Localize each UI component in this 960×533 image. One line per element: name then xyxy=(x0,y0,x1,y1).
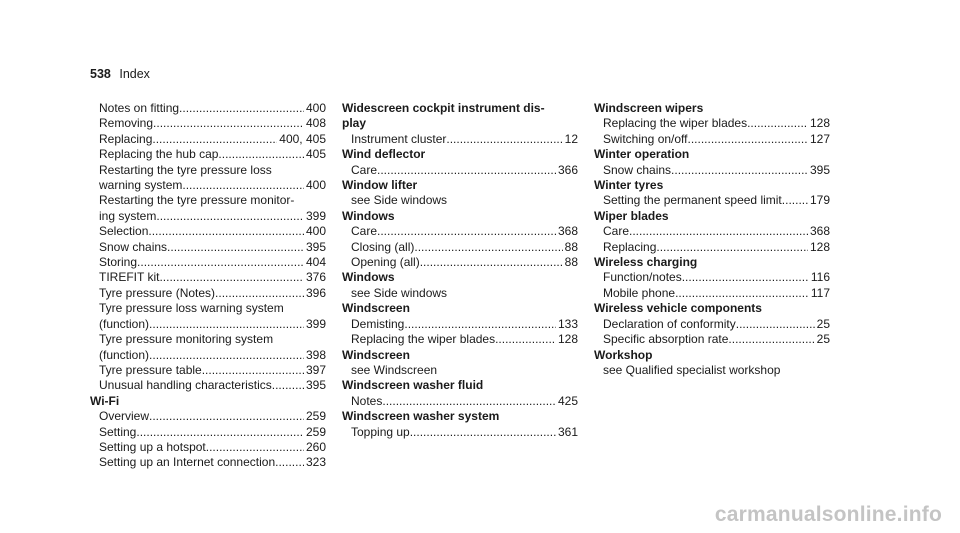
index-entry[interactable] xyxy=(342,332,578,347)
index-entry-row xyxy=(99,348,326,363)
index-heading: Widescreen cockpit instrument dis- xyxy=(342,101,545,115)
index-entry-row xyxy=(351,224,578,239)
index-entry[interactable] xyxy=(342,163,578,178)
index-heading: Windscreen xyxy=(342,347,410,362)
index-entry-row xyxy=(351,317,578,332)
dot-leader xyxy=(272,378,304,393)
dot-leader xyxy=(446,132,562,147)
index-entry-row xyxy=(603,163,830,178)
index-entry-label: Storing xyxy=(99,255,138,270)
index-entry-row xyxy=(351,132,578,147)
index-entry-row xyxy=(99,132,326,147)
index-entry[interactable] xyxy=(342,255,578,270)
index-page-ref[interactable]: 361 xyxy=(557,424,578,439)
dot-leader xyxy=(148,224,304,239)
index-see-reference: see Side windows xyxy=(351,285,448,300)
index-heading: Wi-Fi xyxy=(90,393,120,408)
index-entry-label: Notes on fitting xyxy=(99,101,180,115)
index-entry-row xyxy=(99,147,326,162)
index-heading: play xyxy=(342,116,367,131)
index-entry-label: Setting xyxy=(99,424,137,439)
index-entry[interactable] xyxy=(594,317,830,332)
index-entry-row xyxy=(99,209,326,224)
index-column-1 xyxy=(90,101,326,471)
index-entry-label: TIREFIT kit xyxy=(99,270,160,285)
index-entry-row xyxy=(99,240,326,255)
index-entry-label: Setting up a hotspot xyxy=(99,439,206,454)
index-page-ref[interactable]: 179 xyxy=(809,193,830,208)
index-column-3 xyxy=(594,101,830,378)
index-entry-row xyxy=(99,409,326,424)
index-entry[interactable] xyxy=(342,132,578,147)
index-page-ref[interactable]: 323 xyxy=(305,455,326,470)
dot-leader xyxy=(167,240,304,255)
index-entry[interactable] xyxy=(90,378,326,393)
index-entry[interactable] xyxy=(90,147,326,162)
index-column-2 xyxy=(342,101,578,440)
index-entry[interactable] xyxy=(90,409,326,424)
index-page-ref[interactable]: 116 xyxy=(810,270,830,285)
index-entry[interactable] xyxy=(594,270,830,285)
index-heading: Windscreen xyxy=(342,301,410,316)
index-page-ref[interactable]: 399 xyxy=(305,208,326,223)
index-entry-row xyxy=(99,363,326,378)
index-page-ref[interactable]: 25 xyxy=(816,332,830,347)
dot-leader xyxy=(149,317,304,332)
index-entry-label-line: Tyre pressure monitoring system xyxy=(99,332,274,347)
index-entry-label: Care xyxy=(603,224,630,239)
index-see-reference: see Side windows xyxy=(351,193,448,208)
index-entry-label: Function/notes xyxy=(603,270,682,285)
index-entry-label: Specific absorption rate xyxy=(603,332,729,347)
index-entry[interactable] xyxy=(594,132,830,147)
index-page-ref[interactable]: 133 xyxy=(557,316,578,331)
index-entry-row xyxy=(351,240,578,255)
index-page-ref[interactable]: 404 xyxy=(305,255,326,270)
dot-leader xyxy=(671,163,808,178)
dot-leader xyxy=(149,348,304,363)
index-heading: Workshop xyxy=(594,347,653,362)
dot-leader xyxy=(215,286,304,301)
dot-leader xyxy=(728,332,814,347)
index-entry-label: Care xyxy=(351,224,378,239)
dot-leader xyxy=(688,132,808,147)
index-see-reference: see Windscreen xyxy=(351,362,438,377)
dot-leader xyxy=(275,455,304,470)
index-entry-label: ing system xyxy=(99,208,157,223)
index-entry[interactable] xyxy=(90,101,326,116)
index-heading: Windscreen washer fluid xyxy=(342,378,484,393)
index-entry-label: Overview xyxy=(99,409,150,424)
dot-leader xyxy=(382,394,556,409)
index-entry-label: Declaration of conformity xyxy=(603,316,736,331)
index-heading: Winter tyres xyxy=(594,178,664,193)
index-page-ref[interactable]: 400 xyxy=(305,178,326,193)
index-entry-label: Mobile phone xyxy=(603,285,676,300)
index-entry[interactable] xyxy=(90,425,326,440)
index-entry-row xyxy=(603,224,830,239)
index-entry[interactable] xyxy=(90,163,326,194)
index-entry-label: Snow chains xyxy=(603,162,672,177)
index-entry-row xyxy=(99,255,326,270)
index-heading: Windscreen washer system xyxy=(342,409,500,424)
index-entry-row xyxy=(603,270,830,285)
dot-leader xyxy=(656,240,808,255)
dot-leader xyxy=(420,255,563,270)
index-page-ref[interactable]: 12 xyxy=(564,131,578,146)
index-entry-row xyxy=(351,332,578,347)
index-page-ref[interactable]: 25 xyxy=(816,316,830,331)
index-entry[interactable] xyxy=(90,224,326,239)
index-entry-row xyxy=(99,286,326,301)
index-entry-label-line: Restarting the tyre pressure loss xyxy=(99,162,272,177)
index-entry[interactable] xyxy=(90,193,326,224)
index-entry-row xyxy=(351,394,578,409)
index-entry-label: Opening (all) xyxy=(351,255,420,270)
dot-leader xyxy=(736,317,815,332)
index-page-ref[interactable]: 117 xyxy=(810,285,830,300)
index-page-ref[interactable]: 88 xyxy=(564,239,578,254)
index-see-reference: see Qualified specialist workshop xyxy=(603,362,781,377)
index-entry-label-line: Tyre pressure loss warning system xyxy=(99,301,284,316)
page-section-title: Index xyxy=(119,67,150,81)
index-entry[interactable] xyxy=(90,255,326,270)
index-heading: Windows xyxy=(342,208,395,223)
page-number: 538 xyxy=(90,67,111,81)
index-entry-label: Tyre pressure table xyxy=(99,362,202,377)
index-entry-row xyxy=(99,224,326,239)
dot-leader xyxy=(159,270,304,285)
dot-leader xyxy=(747,116,808,131)
index-entry-label: Closing (all) xyxy=(351,239,415,254)
index-entry-row xyxy=(99,317,326,332)
index-entry[interactable] xyxy=(594,193,830,208)
index-entry-label: Replacing the wiper blades xyxy=(603,116,748,131)
index-entry-row xyxy=(99,378,326,393)
index-entry-label: Replacing xyxy=(603,239,657,254)
index-page-ref[interactable]: 400 xyxy=(305,101,326,115)
index-entry-label-line: Restarting the tyre pressure monitor- xyxy=(99,193,295,208)
index-entry-label: Replacing the wiper blades xyxy=(351,332,496,347)
index-page-ref[interactable]: 397 xyxy=(305,362,326,377)
index-page-ref[interactable]: 376 xyxy=(305,270,326,285)
dot-leader xyxy=(377,163,556,178)
index-entry[interactable] xyxy=(90,116,326,131)
index-entry-label: Snow chains xyxy=(99,239,168,254)
watermark: carmanualsonline.info xyxy=(714,503,942,526)
dot-leader xyxy=(218,147,304,162)
index-entry[interactable] xyxy=(342,224,578,239)
index-entry-label: Instrument cluster xyxy=(351,131,447,146)
index-page-ref[interactable]: 395 xyxy=(809,162,830,177)
index-page-ref[interactable]: 395 xyxy=(305,239,326,254)
index-entry-label: Replacing xyxy=(99,131,153,146)
index-entry-label: Setting up an Internet connection xyxy=(99,455,276,470)
dot-leader xyxy=(377,224,556,239)
dot-leader xyxy=(410,425,556,440)
dot-leader xyxy=(682,270,809,285)
index-entry-label: Topping up xyxy=(351,424,410,439)
index-entry[interactable] xyxy=(90,301,326,332)
index-page-ref[interactable]: 128 xyxy=(809,239,830,254)
index-heading: Wireless vehicle components xyxy=(594,301,762,316)
index-entry-row xyxy=(99,425,326,440)
index-heading: Wiper blades xyxy=(594,208,669,223)
index-entry[interactable] xyxy=(90,332,326,363)
dot-leader xyxy=(152,132,277,147)
index-entry[interactable] xyxy=(594,286,830,301)
dot-leader xyxy=(414,240,562,255)
index-entry[interactable] xyxy=(594,116,830,131)
index-entry-row xyxy=(603,116,830,131)
index-page-ref[interactable]: 405 xyxy=(305,147,326,162)
index-page-ref[interactable]: 395 xyxy=(305,378,326,393)
dot-leader xyxy=(206,440,304,455)
index-page-ref[interactable]: 368 xyxy=(557,224,578,239)
index-entry-label: Demisting xyxy=(351,316,405,331)
index-entry[interactable] xyxy=(90,240,326,255)
index-entry[interactable] xyxy=(90,455,326,470)
index-page-ref[interactable]: 398 xyxy=(305,347,326,362)
index-heading: Wireless charging xyxy=(594,255,698,270)
index-page-ref[interactable]: 260 xyxy=(305,439,326,454)
index-entry-label: Care xyxy=(351,162,378,177)
dot-leader xyxy=(202,363,304,378)
index-entry-label: warning system xyxy=(99,178,183,193)
index-page-ref[interactable]: 425 xyxy=(557,393,578,408)
index-entry-row xyxy=(603,332,830,347)
index-page-ref[interactable]: 127 xyxy=(809,131,830,146)
index-entry[interactable] xyxy=(90,286,326,301)
index-page-ref[interactable]: 368 xyxy=(809,224,830,239)
index-entry[interactable] xyxy=(342,240,578,255)
index-entry-label: Setting the permanent speed limit xyxy=(603,193,782,208)
index-entry-label: Tyre pressure (Notes) xyxy=(99,285,216,300)
index-entry[interactable] xyxy=(90,132,326,147)
index-entry-row xyxy=(351,425,578,440)
index-entry[interactable] xyxy=(594,240,830,255)
index-entry-row xyxy=(99,455,326,470)
index-entry[interactable] xyxy=(90,270,326,285)
page-header xyxy=(90,67,150,81)
index-entry-row xyxy=(351,255,578,270)
index-heading: Windows xyxy=(342,270,395,285)
index-entry[interactable] xyxy=(90,363,326,378)
index-entry-row xyxy=(603,132,830,147)
index-page-ref[interactable]: 259 xyxy=(305,409,326,424)
index-entry-row xyxy=(99,178,326,193)
index-entry-label: Unusual handling characteristics xyxy=(99,378,272,393)
index-page-ref[interactable]: 259 xyxy=(305,424,326,439)
index-page-ref[interactable]: 400, 405 xyxy=(279,131,326,146)
dot-leader xyxy=(629,224,808,239)
index-page-ref[interactable]: 128 xyxy=(557,332,578,347)
index-entry-label: Switching on/off xyxy=(603,131,688,146)
index-entry-label: Selection xyxy=(99,224,149,239)
index-entry[interactable] xyxy=(342,425,578,440)
dot-leader xyxy=(137,255,304,270)
index-entry[interactable] xyxy=(90,440,326,455)
index-heading: Window lifter xyxy=(342,178,418,193)
dot-leader xyxy=(495,332,556,347)
dot-leader xyxy=(179,101,304,116)
index-entry[interactable] xyxy=(342,317,578,332)
index-entry-label: Removing xyxy=(99,116,154,131)
index-entry[interactable] xyxy=(594,332,830,347)
index-entry-label: Notes xyxy=(351,393,383,408)
dot-leader xyxy=(675,286,809,301)
dot-leader xyxy=(153,116,304,131)
index-entry-row xyxy=(351,163,578,178)
index-page-ref[interactable]: 399 xyxy=(305,316,326,331)
index-heading: Winter operation xyxy=(594,147,690,162)
index-heading: Wind deflector xyxy=(342,147,426,162)
dot-leader xyxy=(149,409,304,424)
index-entry-label: (function) xyxy=(99,316,150,331)
index-page-ref[interactable]: 408 xyxy=(305,116,326,131)
index-entry[interactable] xyxy=(342,394,578,409)
index-heading: Windscreen wipers xyxy=(594,101,704,115)
index-page-ref[interactable]: 128 xyxy=(809,116,830,131)
index-entry-row xyxy=(603,240,830,255)
dot-leader xyxy=(782,193,808,208)
index-entry-row xyxy=(603,317,830,332)
index-page-ref[interactable]: 396 xyxy=(305,285,326,300)
dot-leader xyxy=(136,425,304,440)
index-page-ref[interactable]: 88 xyxy=(564,255,578,270)
index-page-ref[interactable]: 366 xyxy=(557,162,578,177)
index-entry-label: (function) xyxy=(99,347,150,362)
index-entry-row xyxy=(99,440,326,455)
index-entry-row xyxy=(603,286,830,301)
dot-leader xyxy=(156,209,304,224)
dot-leader xyxy=(404,317,556,332)
index-entry-label: Replacing the hub cap xyxy=(99,147,219,162)
index-entry-row xyxy=(99,101,326,116)
dot-leader xyxy=(182,178,304,193)
index-entry-row xyxy=(603,193,830,208)
index-entry[interactable] xyxy=(594,163,830,178)
index-entry-row xyxy=(99,270,326,285)
index-page-ref[interactable]: 400 xyxy=(305,224,326,239)
index-entry-row xyxy=(99,116,326,131)
index-entry[interactable] xyxy=(594,224,830,239)
